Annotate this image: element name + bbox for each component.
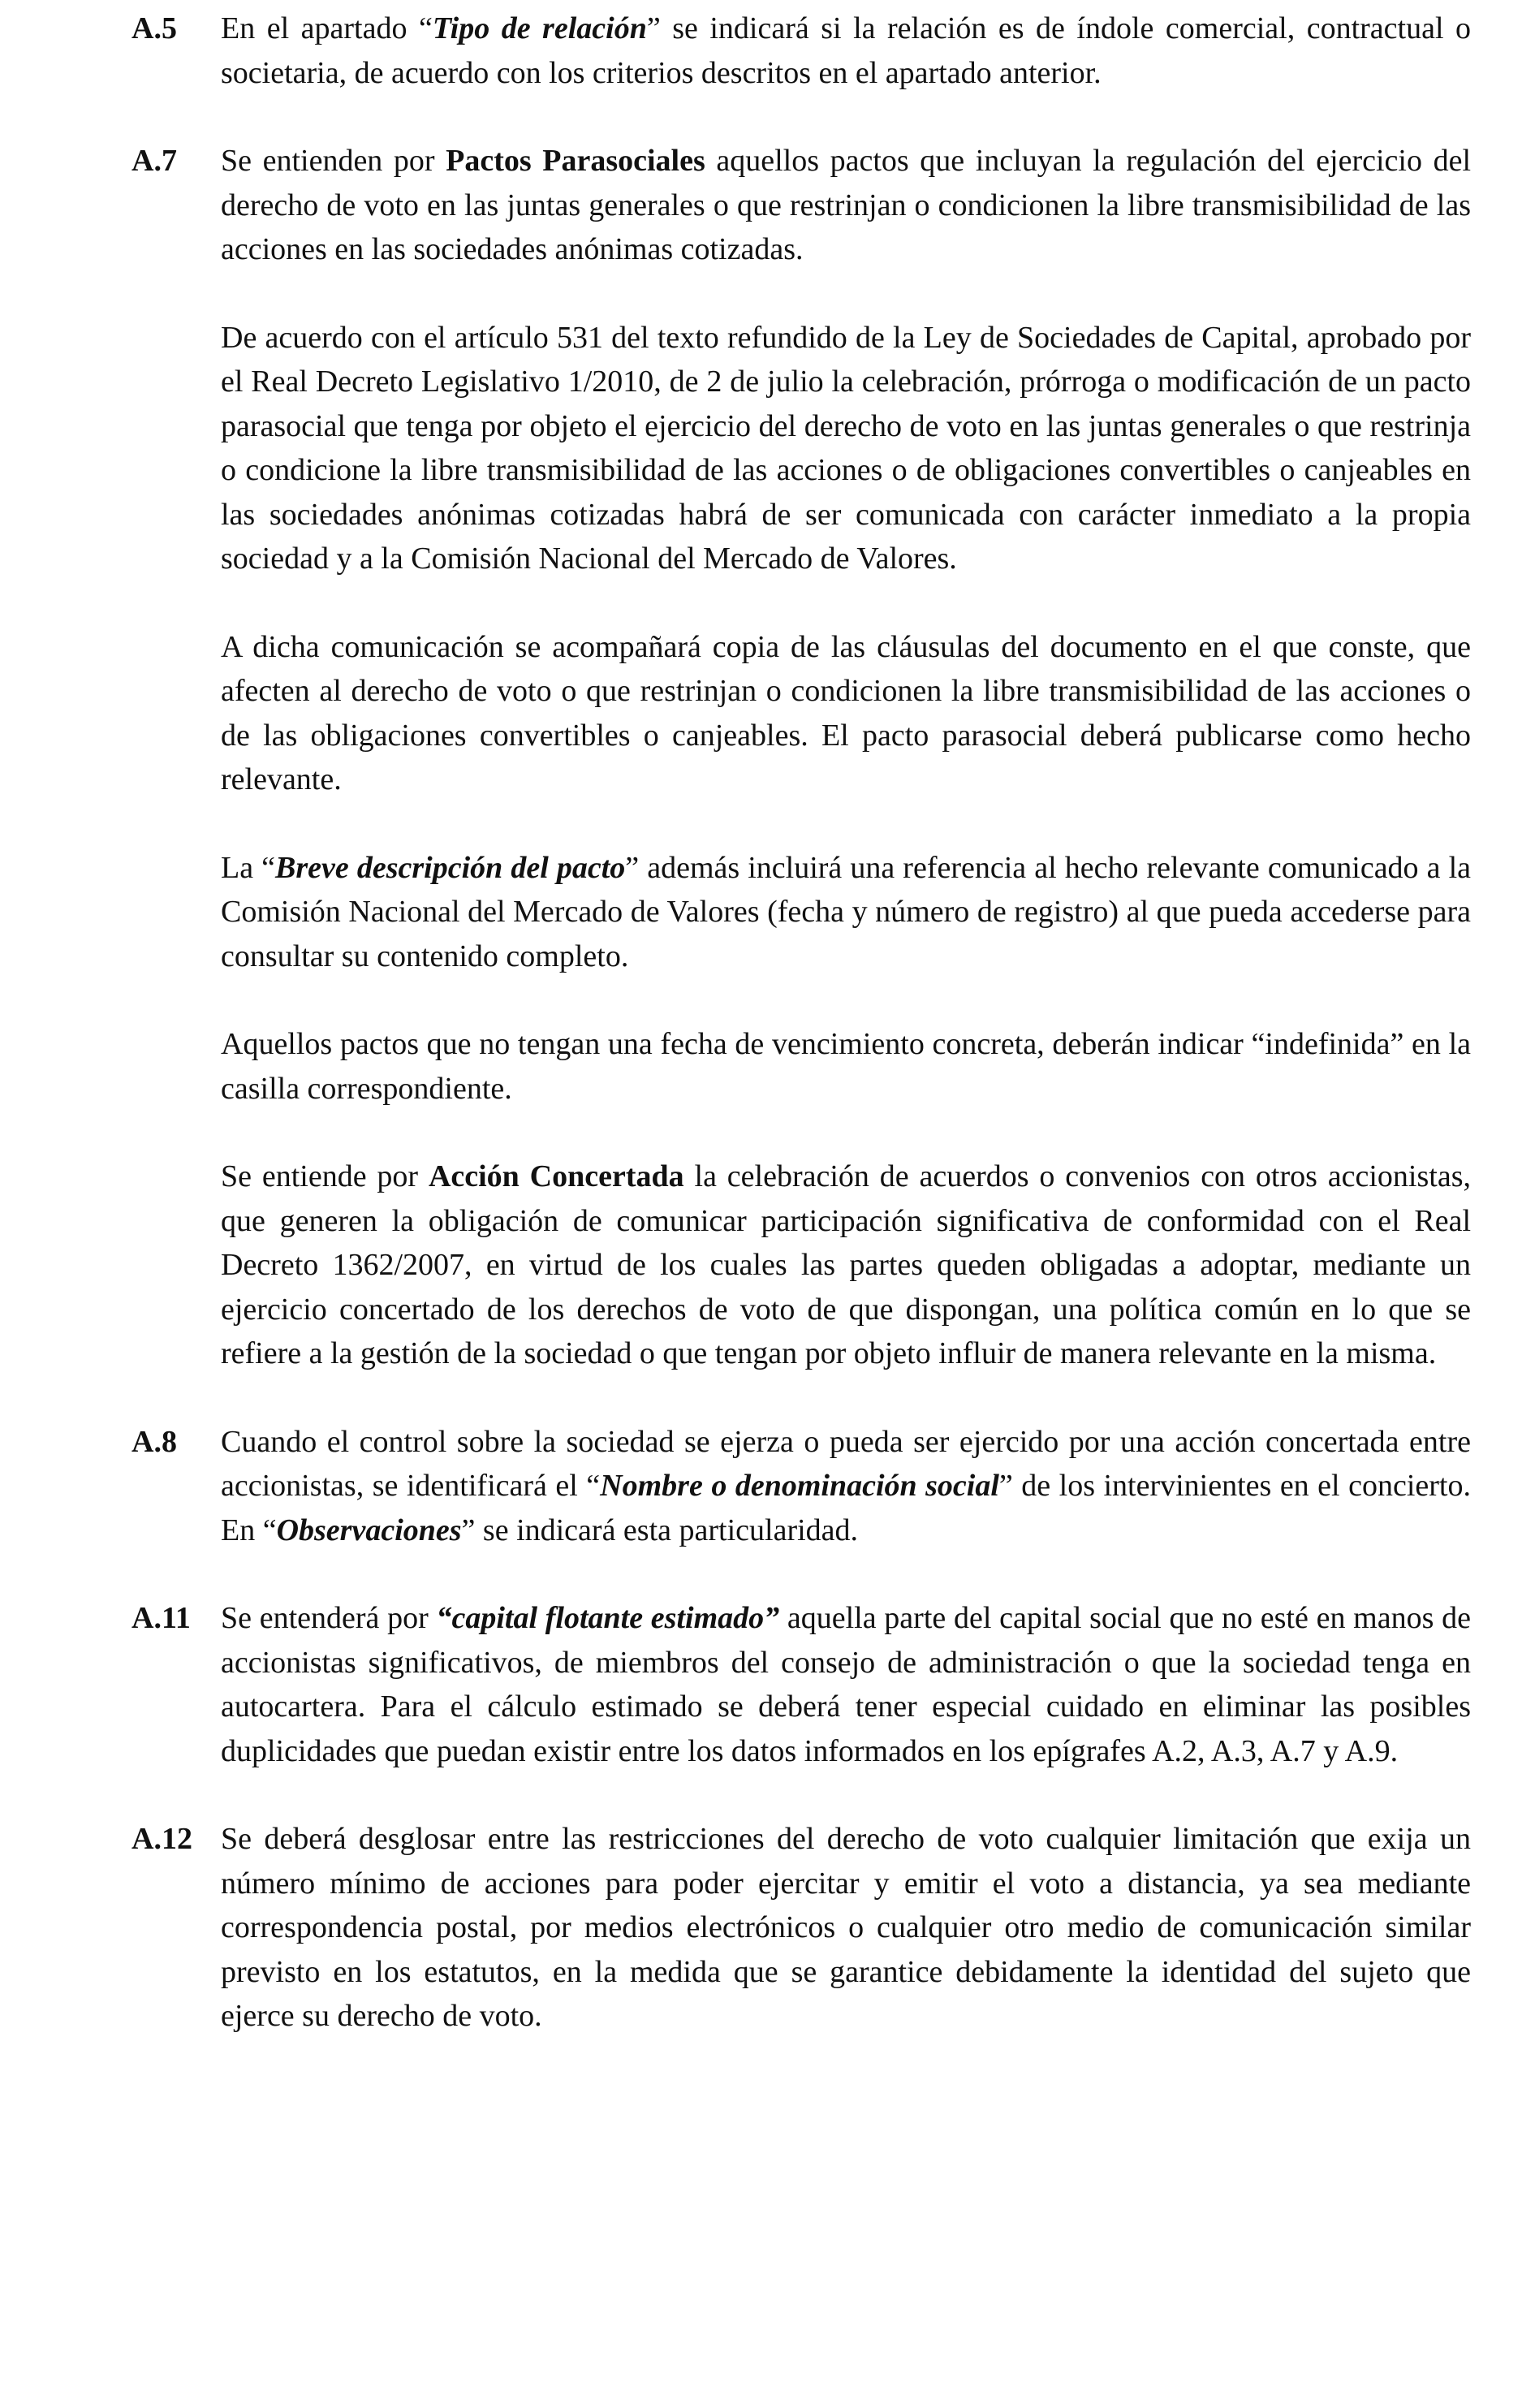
text-run: ” se indicará si la relación es de índole comercial, contractual o societaria, de acuerdo con los criterios descritos en el apartado anterior. (221, 11, 1471, 90)
text-run: Se entiende por (221, 1159, 429, 1193)
paragraph (221, 6, 1471, 95)
paragraph (221, 1596, 1471, 1773)
paragraph (221, 139, 1471, 272)
paragraph (221, 1022, 1471, 1111)
section-body (221, 1596, 1471, 1817)
section-body (221, 1420, 1471, 1597)
text-run: En el apartado “ (221, 11, 433, 45)
text-run: ” se indicará esta particularidad. (461, 1513, 859, 1547)
text-run: Se entenderá por (221, 1601, 437, 1635)
text-run: ” además incluirá una referencia al hecho relevante comunicado a la Comisión Nacional del Mercado de Valores (fecha y número de registro) al que pueda accederse para consultar su contenido completo. (221, 850, 1471, 973)
section-number: A.7 (132, 144, 177, 178)
paragraph (221, 846, 1471, 979)
text-run: Se deberá desglosar entre las restricciones del derecho de voto cualquier limitación que exija un número mínimo de acciones para poder ejercitar y emitir el voto a distancia, ya sea mediante correspondencia postal, por medios electrónicos o cualquier otro medio de comunicación similar previsto en los estatutos, en la medida que se garantice debidamente la identidad del sujeto que ejerce su derecho de voto. (221, 1822, 1471, 2033)
emphasized-text: Breve descripción del pacto (275, 850, 626, 885)
emphasized-text: Pactos Parasociales (446, 144, 705, 178)
section-body (221, 6, 1471, 139)
text-run: Cuando el control sobre la sociedad se ejerza o pueda ser ejercido por una acción concertada entre accionistas, se identificará el “ (221, 1424, 1471, 1503)
section-body (221, 139, 1471, 1420)
text-run: Se entienden por (221, 144, 446, 178)
text-run: aquellos pactos que incluyan la regulación del ejercicio del derecho de voto en las juntas generales o que restrinjan o condicionen la libre transmisibilidad de las acciones en las sociedades anónimas cotizadas. (221, 144, 1471, 266)
text-run: ” de los intervinientes en el concierto. En “ (221, 1469, 1471, 1547)
emphasized-text: Acción Concertada (428, 1159, 684, 1193)
emphasized-text: Nombre o denominación social (600, 1469, 999, 1503)
emphasized-text: Tipo de relación (432, 11, 647, 45)
section-number: A.12 (132, 1822, 192, 1856)
paragraph (221, 1420, 1471, 1553)
section-number: A.5 (132, 11, 177, 45)
text-run: La “ (221, 850, 276, 885)
section-number: A.11 (132, 1601, 191, 1635)
paragraph (221, 316, 1471, 581)
section-a-5 (132, 6, 1471, 139)
paragraph (221, 1817, 1471, 2039)
section-a-12 (132, 1817, 1471, 2039)
document-page (132, 6, 1471, 2039)
paragraph (221, 1154, 1471, 1376)
text-run: aquella parte del capital social que no esté en manos de accionistas significativos, de miembros del consejo de administración o que la sociedad tenga en autocartera. Para el cálculo estimado se deberá tener especial cuidado en eliminar las posibles duplicidades que puedan existir entre los datos informados en los epígrafes A.2, A.3, A.7 y A.9. (221, 1601, 1471, 1768)
text-run: Aquellos pactos que no tengan una fecha de vencimiento concreta, deberán indicar “indefinida” en la casilla correspondiente. (221, 1027, 1471, 1106)
section-a-11 (132, 1596, 1471, 1817)
text-run: De acuerdo con el artículo 531 del texto refundido de la Ley de Sociedades de Capital, aprobado por el Real Decreto Legislativo 1/2010, de 2 de julio la celebración, prórroga o modificación de un pacto parasocial que tenga por objeto el ejercicio del derecho de voto en las juntas generales o que restrinja o condicione la libre transmisibilidad de las acciones o de obligaciones convertibles o canjeables en las sociedades anónimas cotizadas habrá de ser comunicada con carácter inmediato a la propia sociedad y a la Comisión Nacional del Mercado de Valores. (221, 320, 1471, 576)
text-run: A dicha comunicación se acompañará copia de las cláusulas del documento en el que conste, que afecten al derecho de voto o que restrinjan o condicionen la libre transmisibilidad de las acciones o de las obligaciones convertibles o canjeables. El pacto parasocial deberá publicarse como hecho relevante. (221, 629, 1471, 796)
section-a-7 (132, 139, 1471, 1420)
paragraph (221, 625, 1471, 802)
emphasized-text: “capital flotante estimado” (436, 1601, 780, 1635)
section-body (221, 1817, 1471, 2039)
emphasized-text: Observaciones (276, 1513, 462, 1547)
section-a-8 (132, 1420, 1471, 1597)
text-run: la celebración de acuerdos o convenios con otros accionistas, que generen la obligación de comunicar participación significativa de conformidad con el Real Decreto 1362/2007, en virtud de los cuales las partes queden obligadas a adoptar, mediante un ejercicio concertado de los derechos de voto de que dispongan, una política común en lo que se refiere a la gestión de la sociedad o que tengan por objeto influir de manera relevante en la misma. (221, 1159, 1471, 1370)
section-number: A.8 (132, 1424, 177, 1459)
